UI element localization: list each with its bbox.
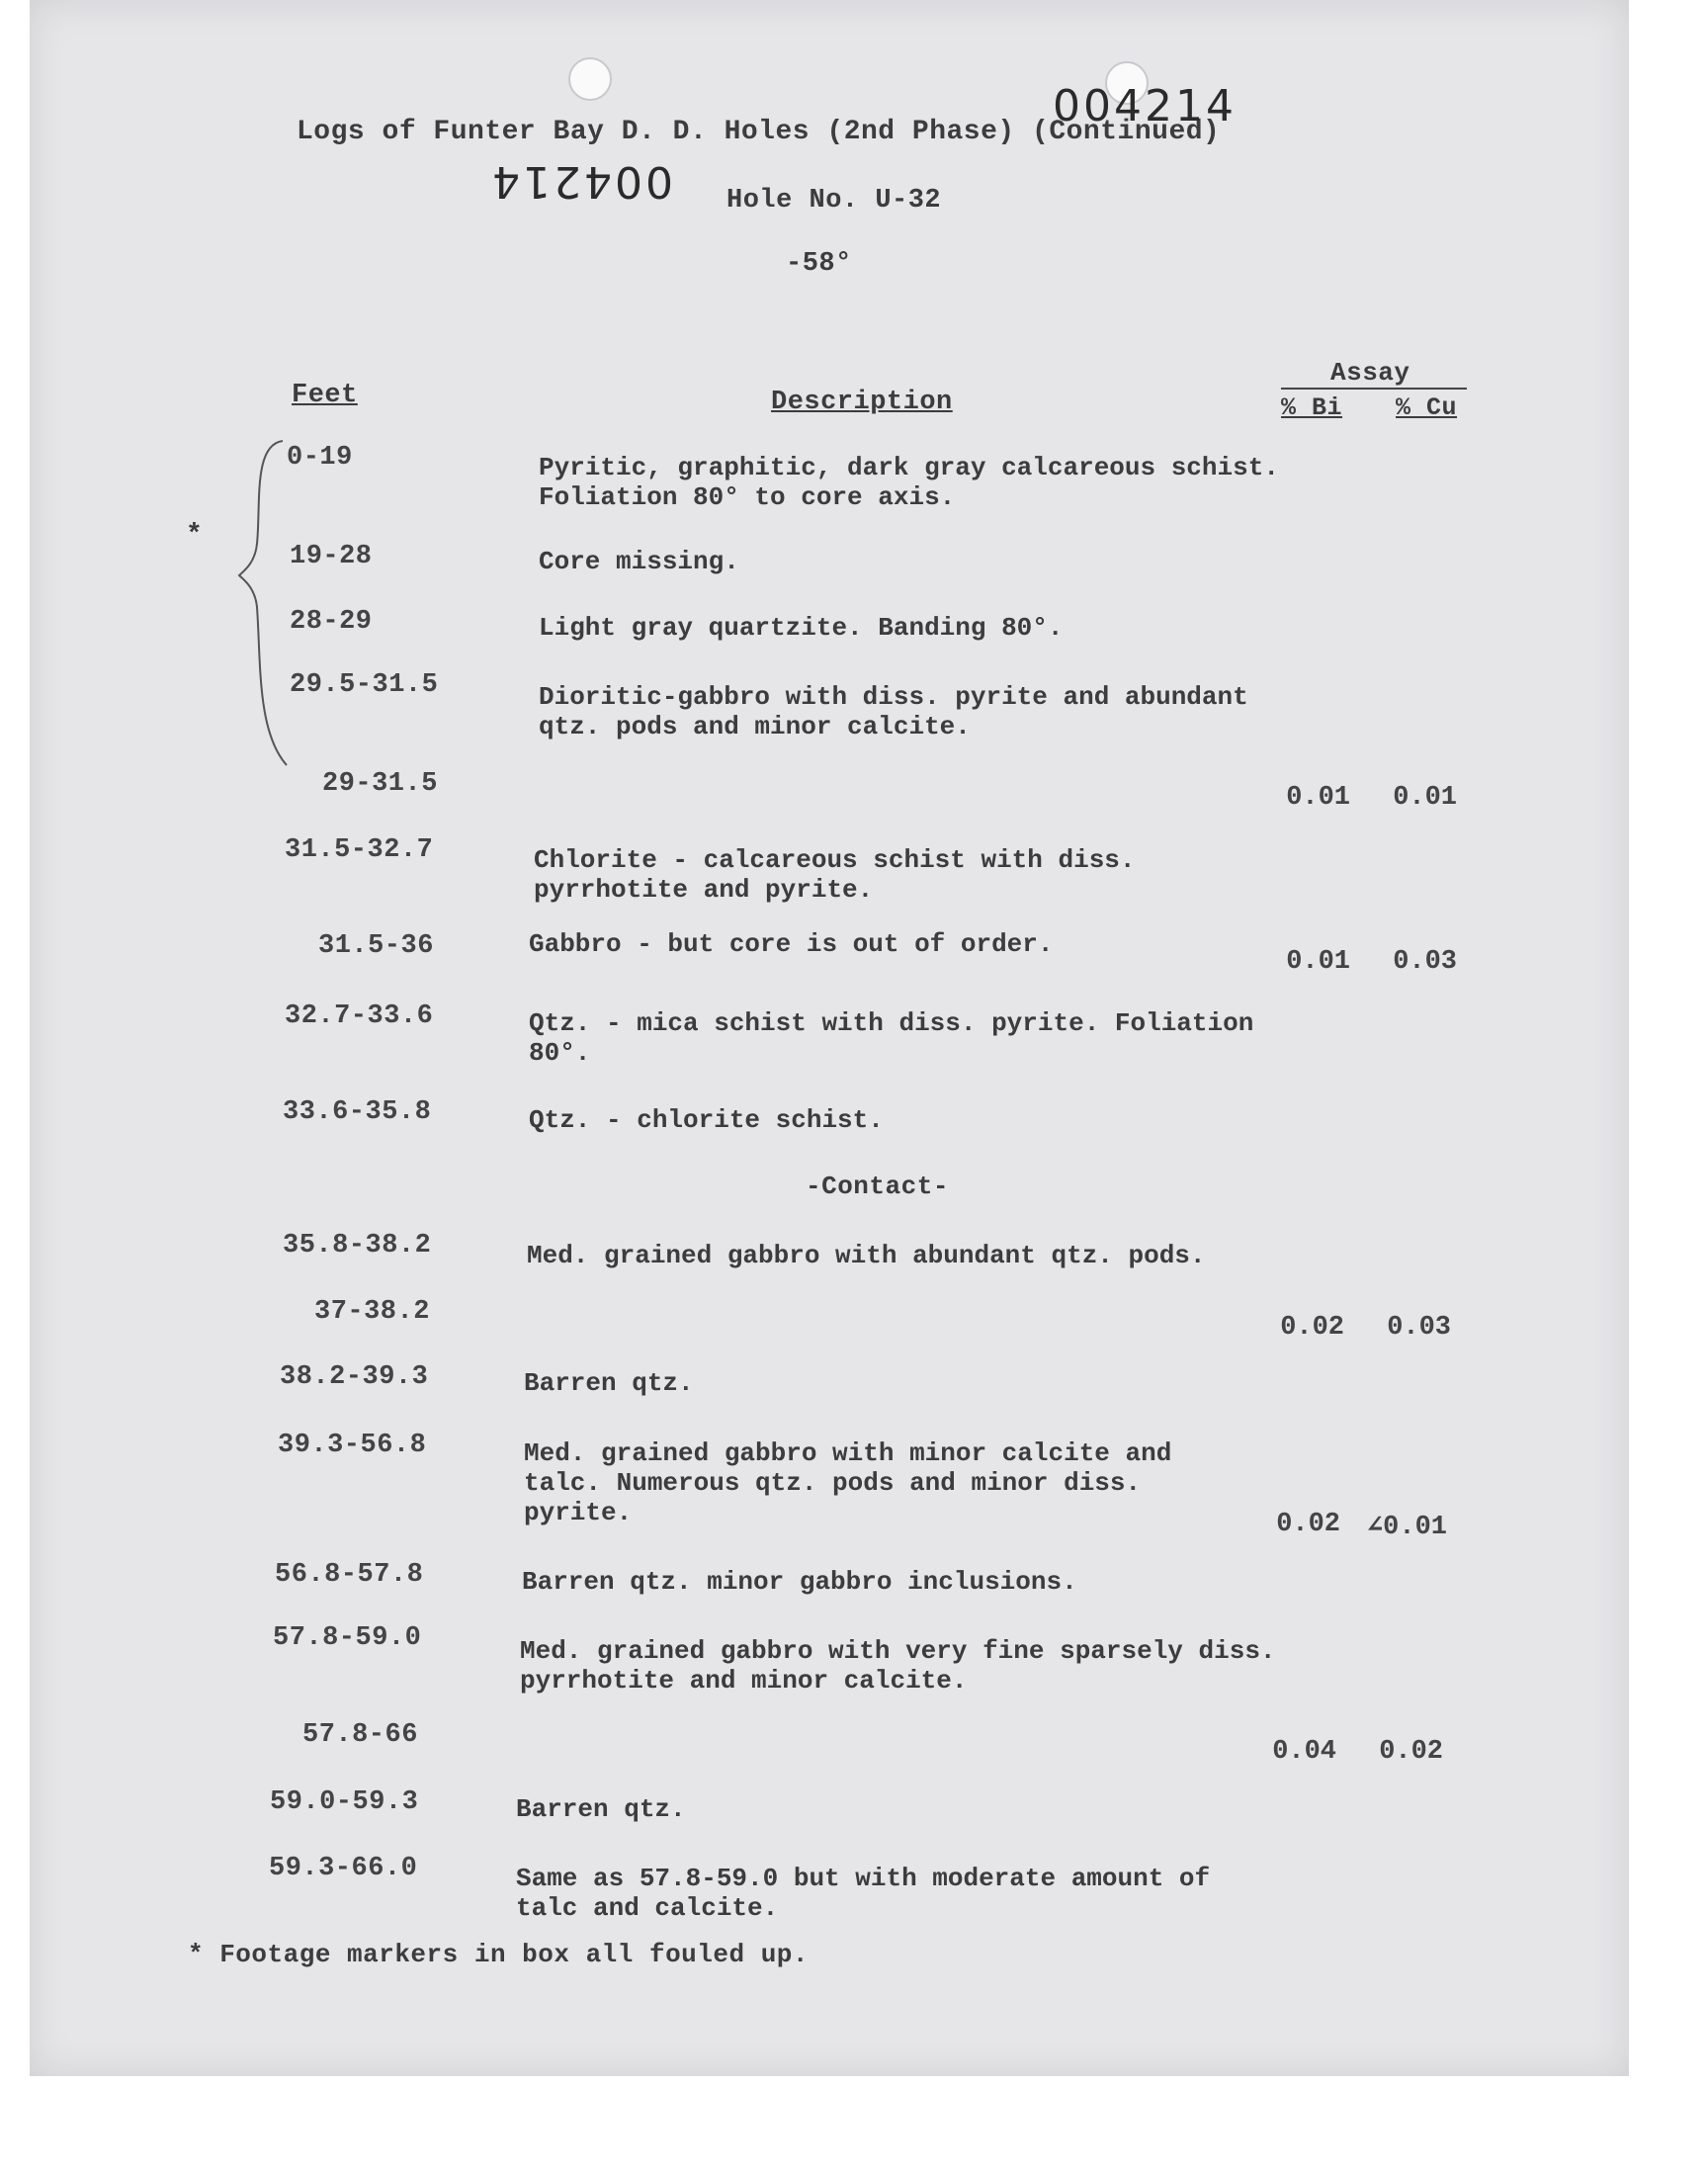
- feet-cell: 31.5-36: [318, 931, 434, 961]
- feet-cell: 59.3-66.0: [269, 1854, 418, 1883]
- description-cell: Med. grained gabbro with minor calcite and talc. Numerous qtz. pods and minor diss. pyrite.: [524, 1438, 1172, 1527]
- description-cell: Barren qtz. minor gabbro inclusions.: [522, 1567, 1077, 1597]
- assay-cu-cell: 0.03: [1387, 1313, 1451, 1343]
- feet-cell: 19-28: [290, 542, 373, 571]
- feet-cell: 56.8-57.8: [275, 1560, 424, 1590]
- assay-bi-cell: 0.04: [1272, 1737, 1336, 1767]
- feet-cell: 59.0-59.3: [270, 1787, 419, 1817]
- feet-cell: 32.7-33.6: [285, 1001, 434, 1031]
- footnote: * Footage markers in box all fouled up.: [188, 1940, 809, 1969]
- feet-cell: 37-38.2: [314, 1297, 430, 1327]
- assay-cu-cell: 0.02: [1379, 1737, 1443, 1767]
- description-cell: Gabbro - but core is out of order.: [529, 929, 1054, 959]
- column-header-bi: % Bi: [1281, 393, 1343, 422]
- description-cell: Qtz. - chlorite schist.: [529, 1105, 884, 1135]
- assay-cu-cell: 0.03: [1393, 947, 1457, 977]
- assay-cu-cell: ∠0.01: [1366, 1513, 1447, 1542]
- feet-cell: 39.3-56.8: [278, 1431, 427, 1460]
- feet-cell: 29.5-31.5: [290, 670, 439, 700]
- column-header-description: Description: [771, 388, 953, 417]
- feet-cell: 31.5-32.7: [285, 835, 434, 865]
- document-number-stamp-inverted: 004214: [489, 156, 673, 207]
- description-cell: Qtz. - mica schist with diss. pyrite. Foliation 80°.: [529, 1008, 1254, 1068]
- column-header-cu: % Cu: [1396, 393, 1458, 422]
- feet-cell: 33.6-35.8: [283, 1097, 432, 1127]
- description-cell: Same as 57.8-59.0 but with moderate amount of talc and calcite.: [516, 1864, 1211, 1923]
- description-cell: Pyritic, graphitic, dark gray calcareous schist. Foliation 80° to core axis.: [539, 453, 1279, 512]
- asterisk-mark: *: [186, 520, 204, 551]
- description-cell: Light gray quartzite. Banding 80°.: [539, 613, 1064, 643]
- punch-hole-left: [568, 57, 612, 101]
- description-cell: Barren qtz.: [524, 1368, 694, 1398]
- feet-cell: 57.8-66: [302, 1720, 418, 1750]
- assay-header-rule: [1281, 388, 1467, 390]
- column-header-feet: Feet: [292, 381, 358, 410]
- column-header-assay: Assay: [1330, 358, 1410, 388]
- bracket-mark: [235, 435, 295, 771]
- hole-angle: -58°: [786, 249, 852, 279]
- document-title: Logs of Funter Bay D. D. Holes (2nd Phase) (Continued): [297, 117, 1221, 147]
- feet-cell: 28-29: [290, 607, 373, 637]
- feet-cell: 29-31.5: [322, 769, 438, 799]
- description-cell: Med. grained gabbro with very fine sparsely diss. pyrrhotite and minor calcite.: [520, 1636, 1276, 1696]
- description-cell: Dioritic-gabbro with diss. pyrite and abundant qtz. pods and minor calcite.: [539, 682, 1248, 741]
- feet-cell: 35.8-38.2: [283, 1231, 432, 1261]
- feet-cell: 57.8-59.0: [273, 1623, 422, 1653]
- hole-number: Hole No. U-32: [726, 186, 942, 216]
- assay-bi-cell: 0.01: [1286, 783, 1350, 813]
- assay-bi-cell: 0.02: [1276, 1510, 1340, 1539]
- document-number-stamp: 004214: [1053, 81, 1237, 131]
- feet-cell: 38.2-39.3: [280, 1362, 429, 1392]
- assay-bi-cell: 0.02: [1280, 1313, 1344, 1343]
- contact-label: -Contact-: [806, 1172, 949, 1201]
- assay-bi-cell: 0.01: [1286, 947, 1350, 977]
- assay-cu-cell: 0.01: [1393, 783, 1457, 813]
- description-cell: Core missing.: [539, 547, 739, 576]
- description-cell: Chlorite - calcareous schist with diss. pyrrhotite and pyrite.: [534, 845, 1136, 905]
- description-cell: Barren qtz.: [516, 1794, 686, 1824]
- description-cell: Med. grained gabbro with abundant qtz. pods.: [527, 1241, 1206, 1270]
- feet-cell: 0-19: [287, 443, 353, 473]
